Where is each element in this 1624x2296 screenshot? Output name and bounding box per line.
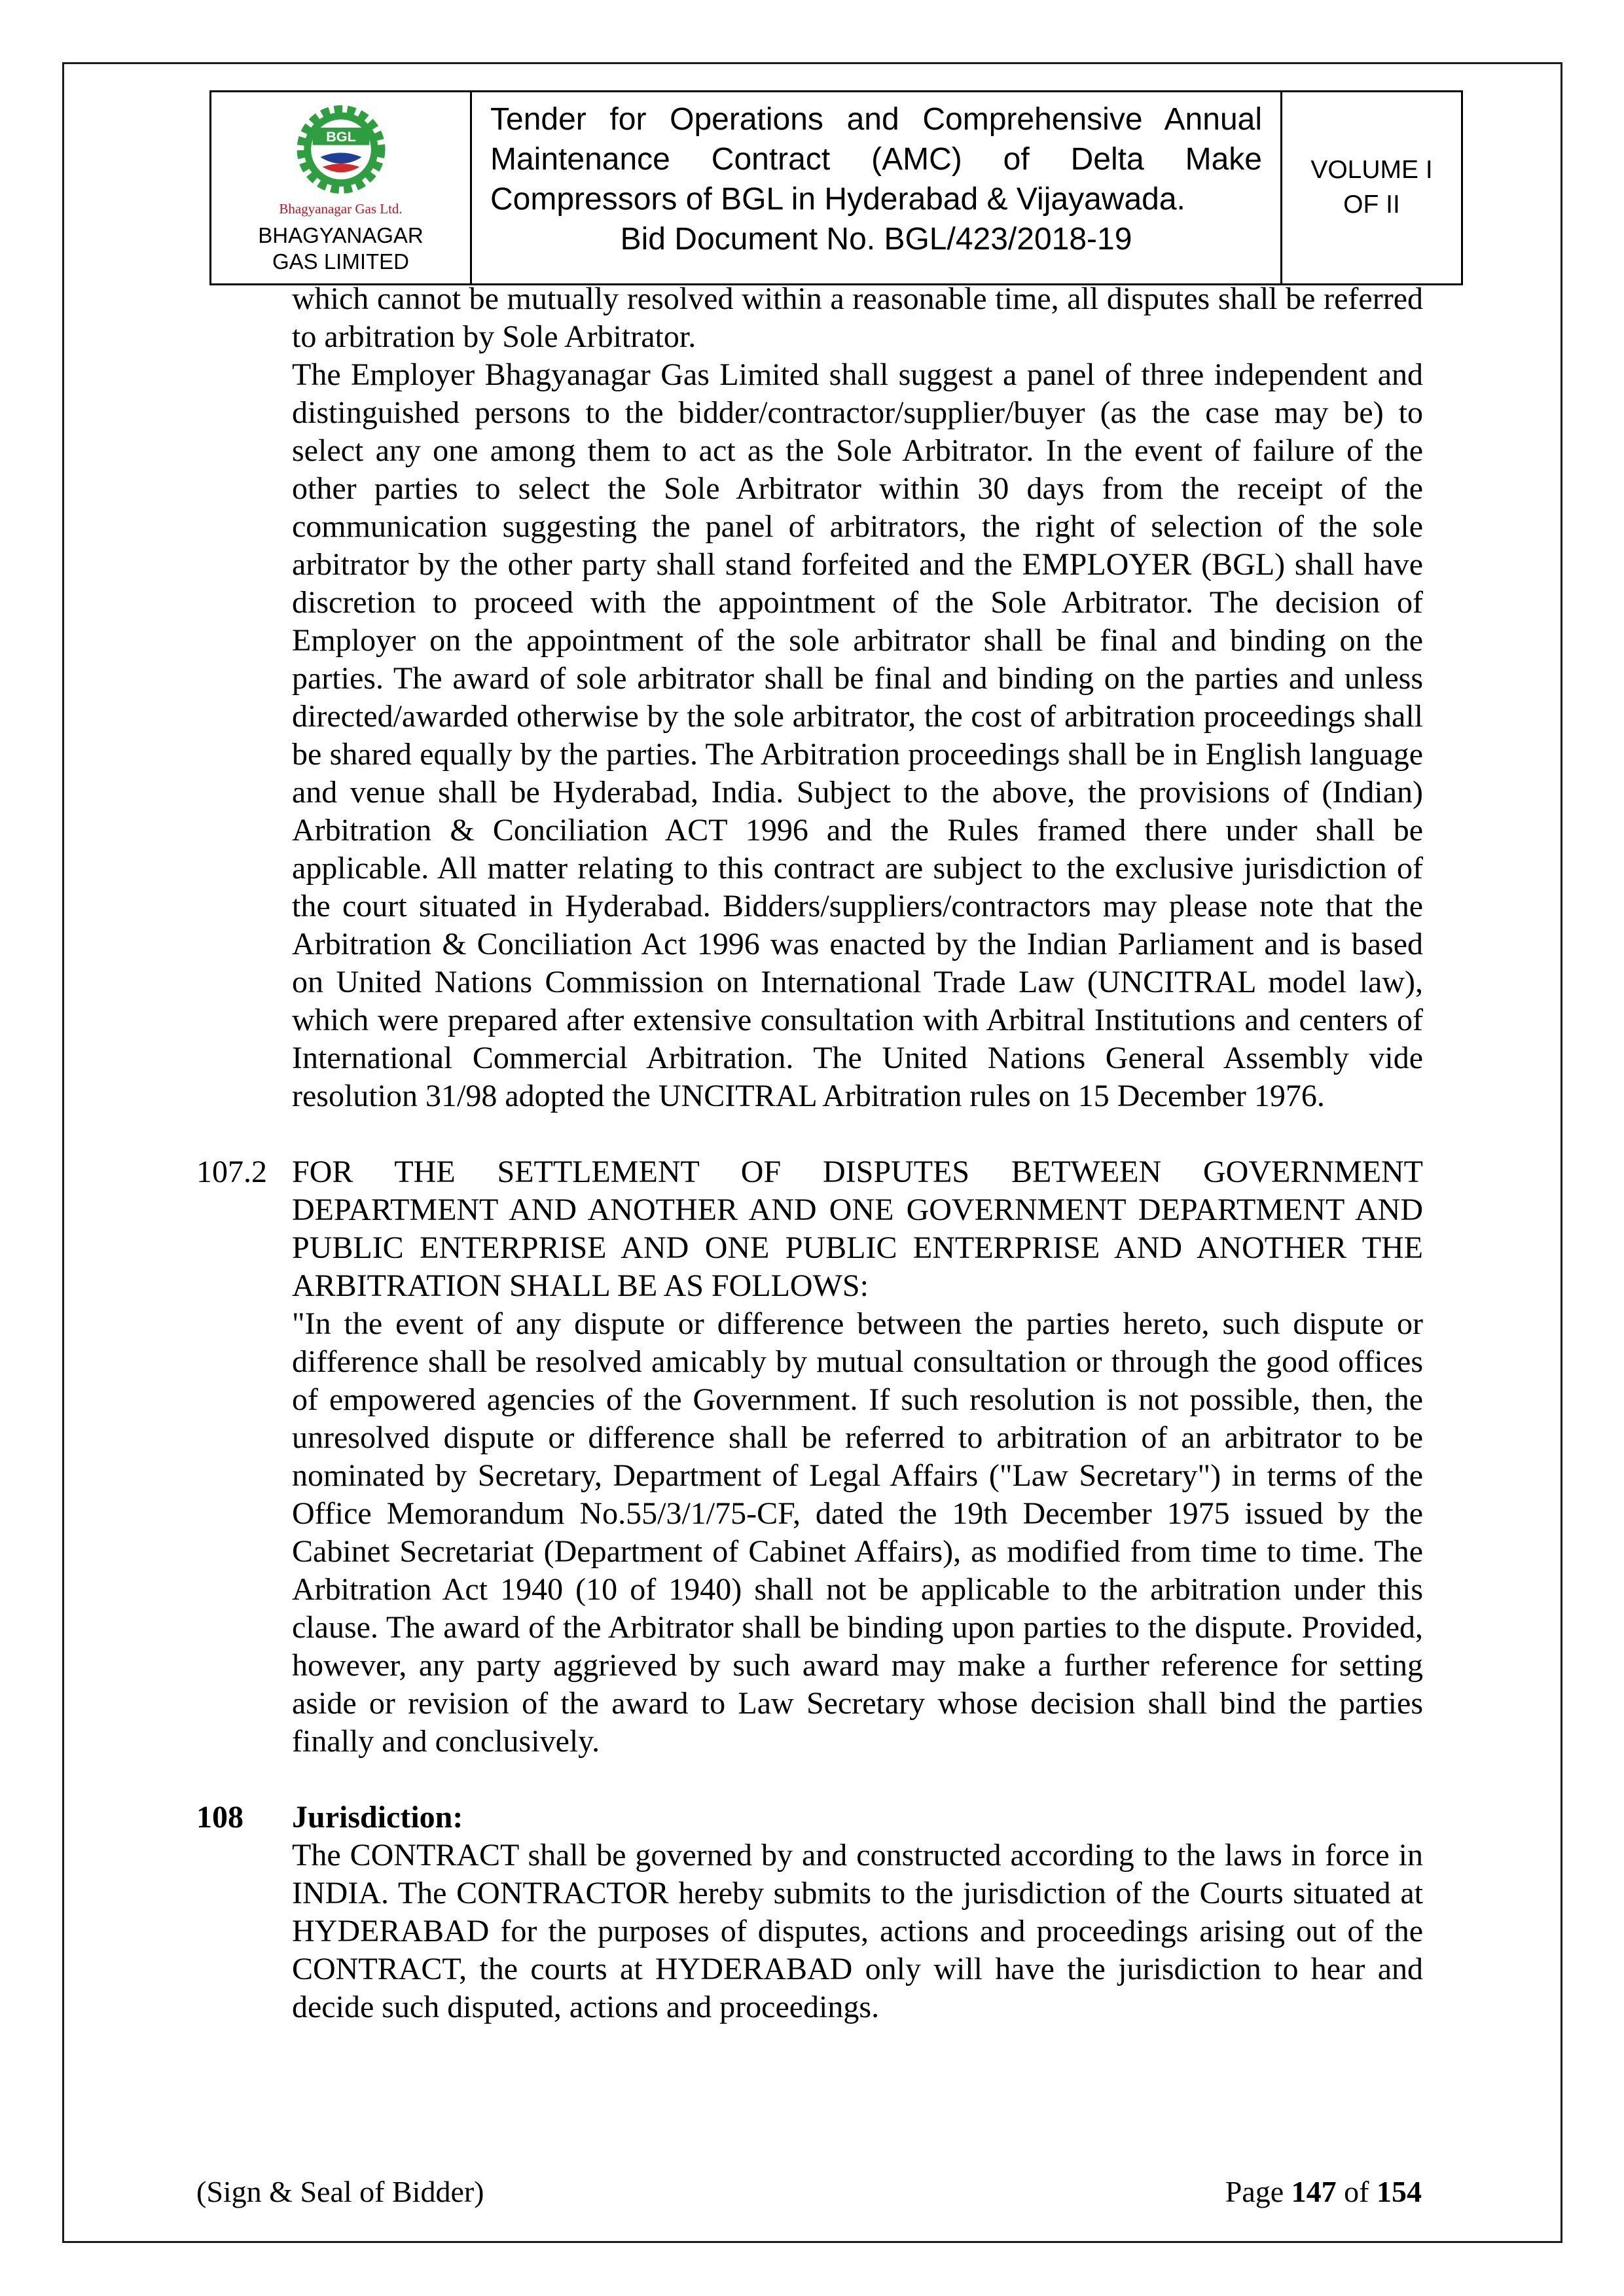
page-total: 154: [1377, 2175, 1422, 2208]
section-107-2-heading: FOR THE SETTLEMENT OF DISPUTES BETWEEN GOVERNMENT DEPARTMENT AND ANOTHER AND ONE GOVERNMENT DEPARTMENT AND PUBLIC ENTERPRISE AND ONE PUBLIC ENTERPRISE AND ANOTHER THE ARBITRATION SHALL BE AS FOLLOWS:: [292, 1155, 1423, 1303]
section-107-2: [196, 1153, 1423, 1761]
section-number-empty: [196, 280, 292, 1115]
section-108-content: [292, 1799, 1423, 2026]
page-number: [1225, 2174, 1422, 2209]
paragraph-spacer: [196, 1761, 1423, 1799]
section-107-2-paragraph: "In the event of any dispute or difference between the parties hereto, such dispute or difference shall be resolved amicably by mutual consultation or through the good offices of empowered agencies of the Government. If such resolution is not possible, then, the unresolved dispute or difference shall be referred to arbitration of an arbitrator to be nominated by Secretary, Department of Legal Affairs ("Law Secretary") in terms of the Office Memorandum No.55/3/1/75-CF, dated the 19th December 1975 issued by the Cabinet Secretariat (Department of Cabinet Affairs), as modified from time to time. The Arbitration Act 1940 (10 of 1940) shall not be applicable to the arbitration under this clause. The award of the Arbitrator shall be binding upon parties to the dispute. Provided, however, any party aggrieved by such award may make a further reference for setting aside or revision of the award to Law Secretary whose decision shall bind the parties finally and conclusively.: [292, 1306, 1423, 1759]
bgl-logo-icon: [286, 101, 396, 200]
section-108: [196, 1799, 1423, 2026]
volume-cell: [1280, 92, 1461, 283]
volume-line-1: VOLUME I: [1310, 156, 1433, 185]
tender-title: Tender for Operations and Comprehensive Annual Maintenance Contract (AMC) of Delta Make Compressors of BGL in Hyderabad & Vijayawada.: [490, 102, 1262, 217]
intro-content: [292, 280, 1423, 1115]
of-label: of: [1336, 2175, 1377, 2208]
body-text: [196, 280, 1423, 2026]
title-cell: [472, 92, 1280, 283]
page-current: 147: [1291, 2175, 1337, 2208]
header-table: [209, 90, 1463, 285]
logo-cell: [211, 92, 472, 283]
intro-paragraph: which cannot be mutually resolved within a reasonable time, all disputes shall be referred to arbitration by Sole Arbitrator.: [292, 281, 1423, 354]
svg-text:BGL: BGL: [325, 128, 356, 145]
intro-block: [196, 280, 1423, 1115]
logo-caption: Bhagyanagar Gas Ltd.: [279, 201, 403, 217]
section-108-number: 108: [196, 1800, 244, 1835]
section-107-2-number: 107.2: [196, 1155, 267, 1189]
jurisdiction-heading: Jurisdiction:: [292, 1800, 463, 1835]
volume-line-2: OF II: [1343, 190, 1400, 219]
page-label: Page: [1225, 2175, 1291, 2208]
section-107-2-content: [292, 1153, 1423, 1761]
sign-seal-label: (Sign & Seal of Bidder): [196, 2175, 484, 2208]
paragraph-spacer: [196, 1115, 1423, 1153]
arbitration-paragraph: The Employer Bhagyanagar Gas Limited shall suggest a panel of three independent and distinguished persons to the bidder/contractor/supplier/buyer (as the case may be) to select any one among them to act as the Sole Arbitrator. In the event of failure of the other parties to select the Sole Arbitrator within 30 days from the receipt of the communication suggesting the panel of arbitrators, the right of selection of the sole arbitrator by the other party shall stand forfeited and the EMPLOYER (BGL) shall have discretion to proceed with the appointment of the Sole Arbitrator. The decision of Employer on the appointment of the sole arbitrator shall be final and binding on the parties. The award of sole arbitrator shall be final and binding on the parties and unless directed/awarded otherwise by the sole arbitrator, the cost of arbitration proceedings shall be shared equally by the parties. The Arbitration proceedings shall be in English language and venue shall be Hyderabad, India. Subject to the above, the provisions of (Indian) Arbitration & Conciliation ACT 1996 and the Rules framed there under shall be applicable. All matter relating to this contract are subject to the exclusive jurisdiction of the court situated in Hyderabad. Bidders/suppliers/contractors may please note that the Arbitration & Conciliation Act 1996 was enacted by the Indian Parliament and is based on United Nations Commission on International Trade Law (UNCITRAL model law), which were prepared after extensive consultation with Arbitral Institutions and centers of International Commercial Arbitration. The United Nations General Assembly vide resolution 31/98 adopted the UNCITRAL Arbitration rules on 15 December 1976.: [292, 357, 1423, 1113]
org-name: BHAGYANAGAR GAS LIMITED: [258, 223, 424, 274]
jurisdiction-paragraph: The CONTRACT shall be governed by and constructed according to the laws in force in INDIA. The CONTRACTOR hereby submits to the jurisdiction of the Courts situated at HYDERABAD for the purposes of disputes, actions and proceedings arising out of the CONTRACT, the courts at HYDERABAD only will have the jurisdiction to hear and decide such disputed, actions and proceedings.: [292, 1838, 1423, 2024]
bid-document-number: Bid Document No. BGL/423/2018-19: [620, 221, 1132, 257]
